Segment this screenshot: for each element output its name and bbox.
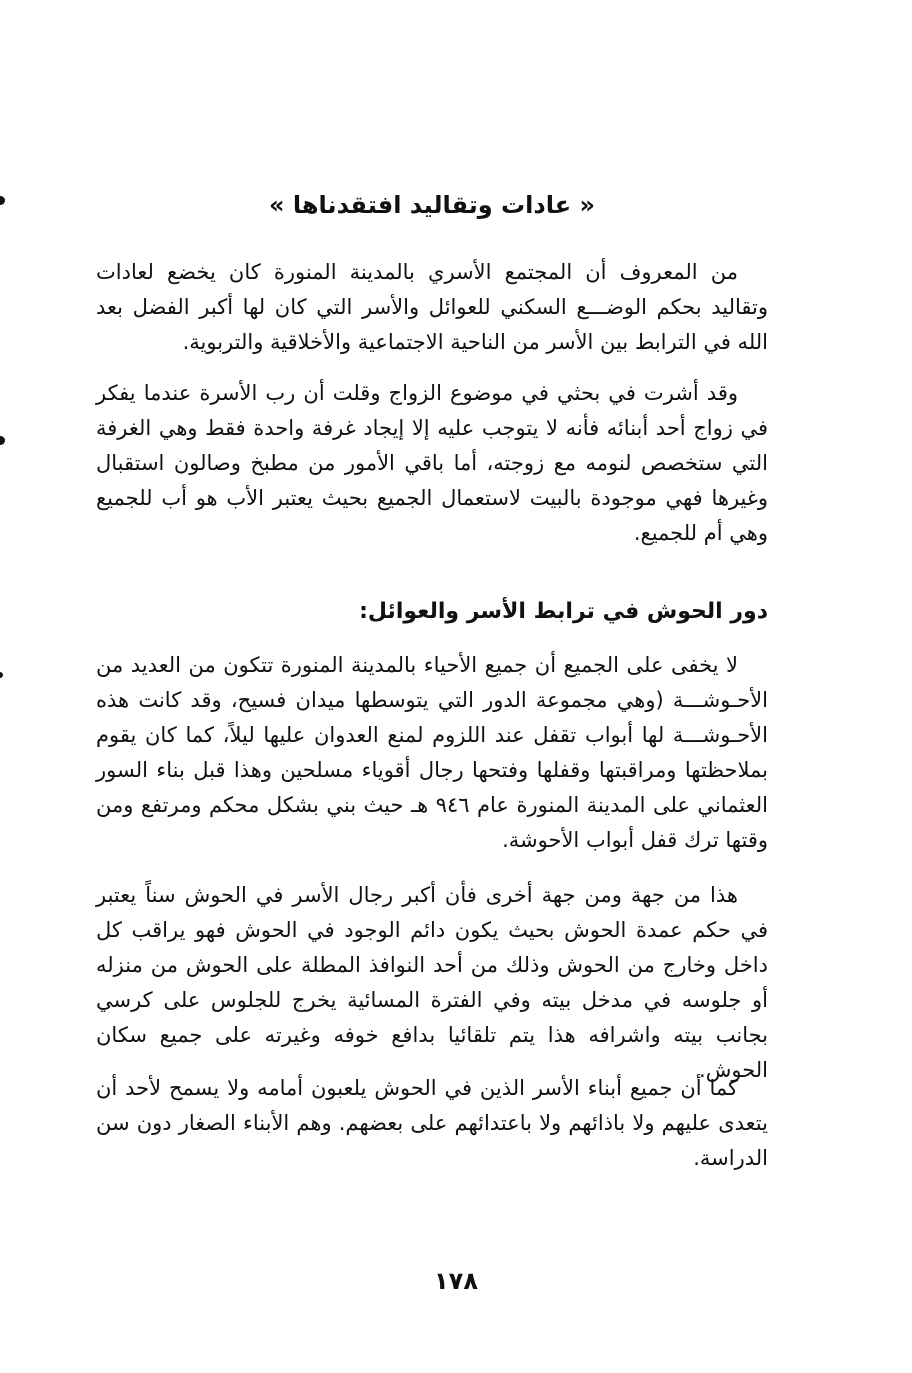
paragraph: لا يخفى على الجميع أن جميع الأحياء بالمدينة المنورة تتكون من العديد من الأحـوشـــة (وهي مجموعة الدور التي يتوسطها ميدان فسيح، وقد كانت هذه الأحـوشـــة لها أبواب تقفل عند اللزوم لمنع العدوان عليها ليلاً، كما كان يقوم بملاحظتها ومراقبتها وقفلها وفتحها رجال أقوياء مسلحين وهذا قبل بناء السور العثماني على المدينة المنورة عام ٩٤٦ هـ حيث بني بشكل محكم ومرتفع ومن وقتها ترك قفل أبواب الأحوشة. — [96, 653, 769, 852]
page-number: ١٧٨ — [434, 1267, 478, 1295]
margin-mark — [0, 436, 5, 445]
paragraph: هذا من جهة ومن جهة أخرى فأن أكبر رجال الأسر في الحوش سناً يعتبر في حكم عمدة الحوش بحيث يكون دائم الوجود في الحوش فهو يراقب كل داخل وخارج من الحوش وذلك من أحد النوافذ المطلة على الحوش من منزله أو جلوسه في مدخل بيته وفي الفترة المسائية يخرج للجلوس على كرسي بجانب بيته واشرافه هذا يتم تلقائيا بدافع خوفه وغيرته على جميع سكان الحوش. — [96, 883, 768, 1082]
margin-mark — [0, 672, 3, 678]
paragraph: وقد أشرت في بحثي في موضوع الزواج وقلت أن رب الأسرة عندما يفكر في زواج أحد أبنائه فأنه لا يتوجب عليه إلا إيجاد غرفة واحدة فقط وهي الغرفة التي ستخصص لنومه مع زوجته، أما باقي الأمور من مطبخ وصالون استقبال وغيرها فهي موجودة بالبيت لاستعمال الجميع بحيث يعتبر الأب هو أب للجميع وهي أم للجميع. — [96, 381, 768, 545]
paragraph: كما أن جميع أبناء الأسر الذين في الحوش يلعبون أمامه ولا يسمح لأحد أن يتعدى عليهم ولا باذائهم ولا باعتدائهم على بعضهم. وهم الأبناء الصغار دون سن الدراسة. — [96, 1076, 768, 1170]
paragraph: من المعروف أن المجتمع الأسري بالمدينة المنورة كان يخضع لعادات وتقاليد بحكم الوضـــع السكني للعوائل والأسر التي كان لها أكبر الفضل بعد الله في الترابط بين الأسر من الناحية الاجتماعية والأخلاقية والتربوية. — [96, 260, 768, 354]
margin-mark — [0, 196, 5, 205]
section-heading: دور الحوش في ترابط الأسر والعوائل: — [359, 599, 768, 624]
page-title: « عادات وتقاليد افتقدناها » — [269, 191, 595, 219]
